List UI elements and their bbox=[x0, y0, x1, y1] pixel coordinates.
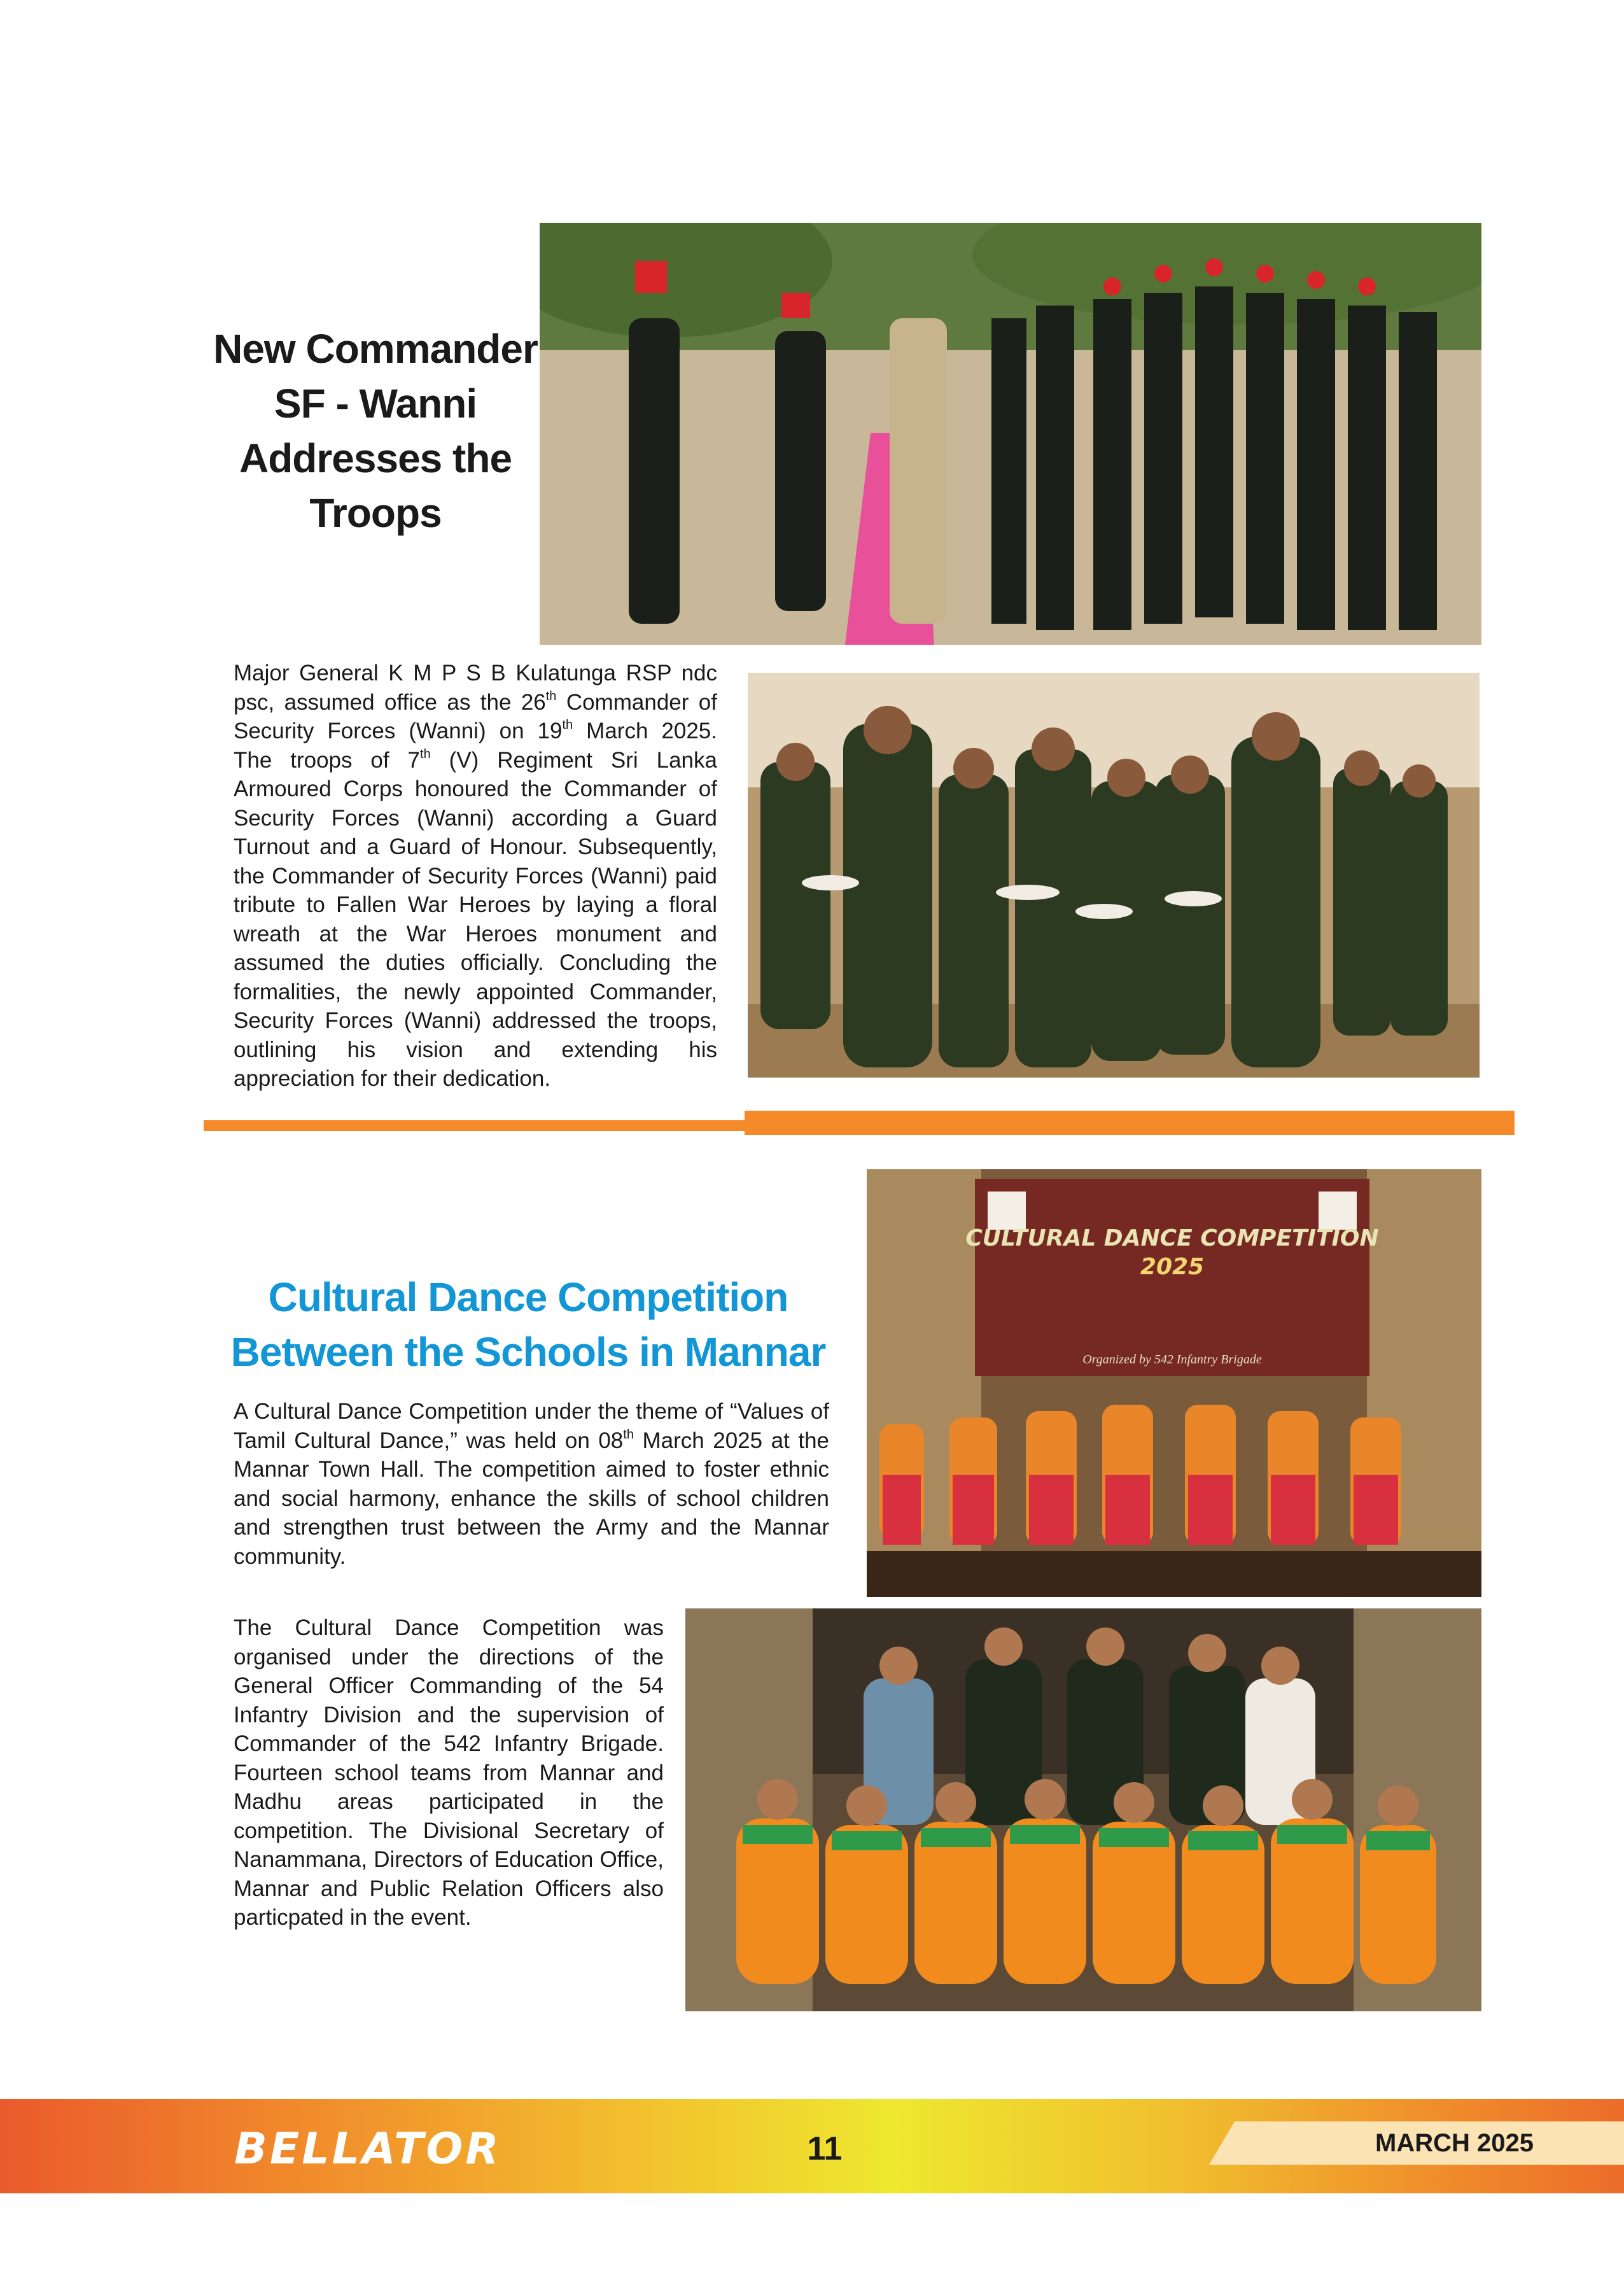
superscript: th bbox=[420, 747, 431, 761]
photo-officers-dining bbox=[748, 673, 1480, 1078]
superscript: th bbox=[623, 1427, 634, 1442]
photo-group-dancers-officers bbox=[685, 1608, 1481, 2011]
superscript: th bbox=[562, 718, 573, 733]
banner-year: 2025 bbox=[1140, 1254, 1205, 1280]
banner-credit: Organized by 542 Infantry Brigade bbox=[1082, 1353, 1262, 1367]
article2-paragraph-1 bbox=[234, 1397, 829, 1571]
photo-guard-of-honour bbox=[540, 223, 1481, 645]
body-text-segment: Major General K M P S B Kulatunga RSP ndc psc, assumed office as the 26 bbox=[234, 661, 717, 715]
title-line: Troops bbox=[309, 490, 442, 536]
body-text-segment: A Cultural Dance Competition under the theme of “Values of Tamil Cultural Dance,” was held on 08 bbox=[234, 1399, 829, 1453]
magazine-brand-logo: BELLATOR bbox=[234, 2124, 501, 2174]
title-line: Addresses the bbox=[239, 435, 512, 481]
body-text-segment: Commander of Security Forces (Wanni) on 19 bbox=[234, 689, 717, 743]
title-line: New Commander bbox=[213, 326, 538, 372]
title-line: Cultural Dance Competition bbox=[268, 1274, 788, 1320]
body-text-segment: (V) Regiment Sri Lanka Armoured Corps honoured the Commander of Security Forces (Wanni) according a Guard Turnout and a Guard of Honour. Subsequently, the Commander of Security Forces (Wanni) paid tribute to Fallen War Heroes by laying a floral wreath at the War Heroes monument and assumed the duties officially. Concluding the formalities, the newly appointed Commander, Security Forces (Wanni) addressed the troops, outlining his vision and extending his appreciation for their dedication. bbox=[234, 747, 717, 1091]
title-line: Between the Schools in Mannar bbox=[230, 1329, 826, 1375]
article-title-cultural-dance bbox=[210, 1270, 846, 1379]
issue-date: MARCH 2025 bbox=[1375, 2129, 1534, 2157]
superscript: th bbox=[545, 689, 557, 703]
body-text-segment: March 2025. The troops of 7 bbox=[234, 719, 717, 773]
page-number: 11 bbox=[807, 2130, 843, 2167]
title-line: SF - Wanni bbox=[274, 381, 477, 426]
section-divider-left bbox=[204, 1120, 745, 1131]
article2-paragraph-2: The Cultural Dance Competition was organised under the directions of the General Officer Commanding of the 54 Infantry Division and the supervision of Commander of the 542 Infantry Brigade. Fourteen school teams from Mannar and Madhu areas participated in the competition. The Divisional Secretary of Nanammana, Directors of Education Office, Mannar and Public Relation Officers also particpated in the event. bbox=[234, 1615, 664, 1930]
body-text-segment: March 2025 at the Mannar Town Hall. The competition aimed to foster ethnic and social harmony, enhance the skills of school children and strengthen trust between the Army and the Mannar community. bbox=[234, 1428, 830, 1569]
banner-title: CULTURAL DANCE COMPETITION bbox=[965, 1225, 1379, 1251]
section-divider-right bbox=[745, 1111, 1515, 1135]
photo-dance-stage bbox=[867, 1169, 1481, 1597]
article-title-new-commander bbox=[210, 321, 541, 540]
article1-body bbox=[234, 659, 717, 1093]
